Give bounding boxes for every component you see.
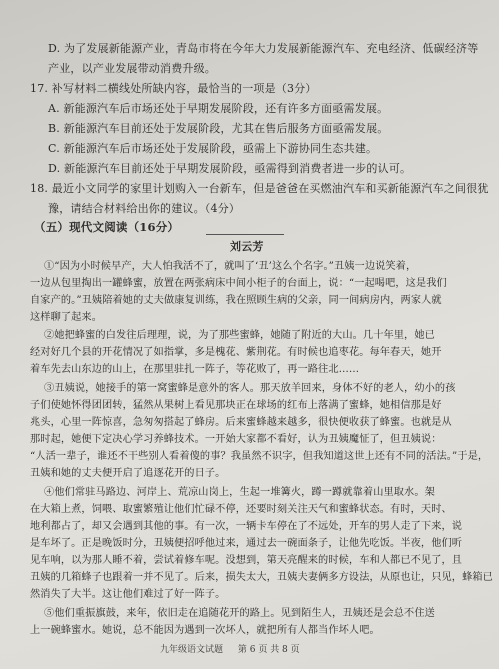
paragraph-3-line: 兆头，心里一阵惊喜，急匆匆搭起了蜂房。后来蜜蜂越来越多，很快便收获了蜂蜜。也就是从: [30, 417, 452, 428]
q17-option-d: D. 新能源汽车目前还处于早期发展阶段，亟需得到消费者进一步的认可。: [48, 162, 412, 175]
q18-line1: 18. 最近小文同学的家里计划购入一台新车，但是爸爸在买燃油汽车和买新能源汽车之间很犹: [30, 182, 489, 195]
footer-subject: 九年级语文试题: [160, 645, 224, 655]
q16-option-d-line1: D. 为了发展新能源产业，青岛市将在今年大力发展新能源汽车、充电经济、低碳经济等: [48, 42, 479, 55]
paragraph-2-line: 经对好几个县的开花情况了如指掌，多是槐花、紫荆花。有时候也追枣花。每年春天，她开: [30, 347, 442, 358]
paragraph-3-line: 那时起，她便下定决心学习养蜂技术。一开始大家都不看好，认为丑姨魔怔了，但丑姨说：: [30, 434, 442, 445]
paragraph-1-line: 这样聊了起来。: [30, 312, 103, 323]
paragraph-2-line: 着车先去山东边的山上，在那里驻扎一阵子，等花败了，再一路往北……: [30, 364, 360, 375]
q16-option-d-line2: 产业，以产业发展带动消费升级。: [48, 62, 216, 75]
paragraph-3-line: 子们使她怀得团团转，猛然从果树上看见那块正在球场的红布上落满了蜜蜂，她相信那是好: [30, 400, 442, 411]
paragraph-1-line: 一边从包里掏出一罐蜂蜜，放置在两张病床中间小柜子的台面上，说：“一起喝吧，这是我们: [30, 278, 447, 289]
paragraph-4-line: ④他们常驻马路边、河岸上、荒凉山岗上，生起一堆篝火，蹲一蹲就靠着山里取水。架: [44, 487, 435, 498]
paragraph-4-line: 丑姨的几箱蜂子也跟着一并不见了。后来，损失太大，丑姨夫妻俩多方设法，从原也让，只见，蜂箱已: [30, 572, 493, 583]
paragraph-3-line: ③丑姨说，她接手的第一窝蜜蜂是意外的客人。那天放羊回来，身体不好的老人，幼小的孩: [44, 383, 456, 394]
q17-option-c: C. 新能源汽车后市场还处于发展阶段，亟需上下游协同生态共建。: [48, 142, 378, 155]
paragraph-5-line: 上一碗蜂蜜水。她说，总不能因为遇到一次坏人，就把所有人都当作坏人吧。: [30, 625, 380, 636]
paragraph-1-line: 自家产的。”丑姨陪着她的丈夫做康复训练，我在照顾生病的父亲，同一间病房内，两家人就: [30, 295, 442, 306]
title-divider: [206, 234, 284, 235]
paragraph-4-line: 然消失了大半。这让他们难过了好一阵子。: [30, 589, 226, 600]
paragraph-4-line: 是车坏了。正是晚饭时分，丑姨便招呼他过来，通过去一碗面条子，让他先吃饭。半夜，他们听: [30, 538, 463, 549]
paragraph-3-line: “人活一辈子，谁还不干些别人看着傻的事？我虽然不识字，但我知道这世上还有不同的活法。”于是，: [30, 451, 489, 462]
paragraph-3-line: 丑姨和她的丈夫便开启了追逐花开的日子。: [30, 468, 226, 479]
q17-stem: 17. 补写材料二横线处所缺内容，最恰当的一项是（3分）: [30, 82, 317, 95]
q17-option-a: A. 新能源汽车后市场还处于早期发展阶段，还有许多方面亟需发展。: [48, 102, 389, 115]
paragraph-1-line: ①“因为小时候早产，大人怕我活不了，就叫了‘丑’这么个名字。”丑姨一边说笑着，: [44, 261, 417, 272]
paragraph-4-line: 在大箱上煮，饲喂、取蜜繁殖让他们忙碌不停，还要时刻关注天气和蜜蜂状态。有时，天时、: [30, 504, 452, 515]
q17-option-b: B. 新能源汽车目前还处于发展阶段，尤其在售后服务方面亟需发展。: [48, 122, 389, 135]
footer-page-number: 第 6 页 共 8 页: [237, 645, 300, 655]
q18-line2: 豫，请结合材料给出你的建议。（4分）: [48, 202, 241, 215]
article-title: 刘云芳: [230, 240, 264, 253]
paragraph-4-line: 见车响，以为那人睡不着，尝试着修车呢。没想到，第天亮醒来的时候，车和人都已不见了，且: [30, 555, 463, 566]
paragraph-2-line: ②她把蜂蜜的白发往后理理，说，为了那些蜜蜂，她随了附近的大山。几十年里，她已: [44, 330, 435, 341]
section-heading: （五）现代文阅读（16分）: [34, 220, 180, 234]
page-footer: [160, 642, 312, 655]
paragraph-5-line: ⑤他们重振旗鼓，来年，依旧走在追随花开的路上。见到陌生人，丑姨还是会总不住送: [44, 608, 435, 619]
paragraph-4-line: 地利都占了，却又会遇到其他的事。有一次，一辆卡车停在了不远处，开车的男人走了下来，说: [30, 521, 463, 532]
